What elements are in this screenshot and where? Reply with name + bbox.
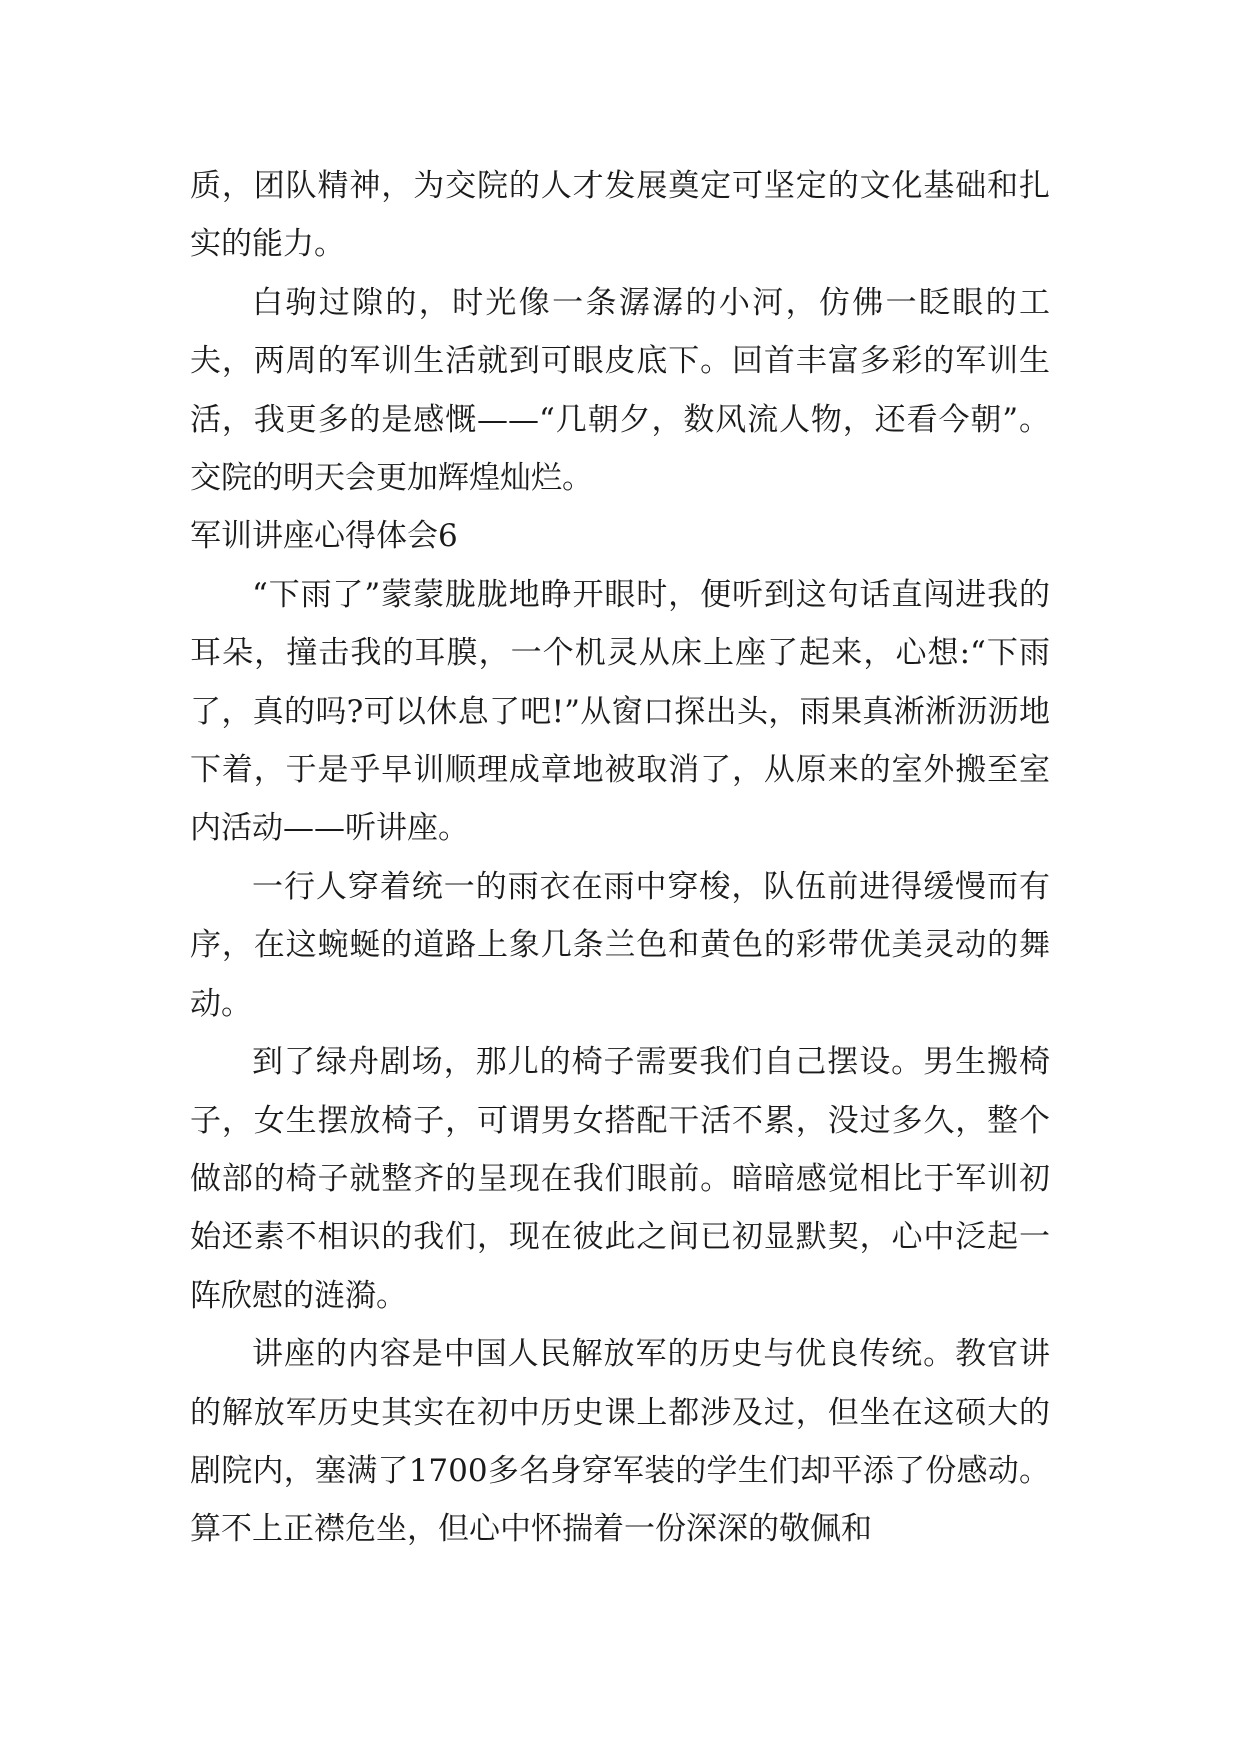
paragraph-time-reflection: 白驹过隙的，时光像一条潺潺的小河，仿佛一眨眼的工夫，两周的军训生活就到可眼皮底下。回首丰富多彩的军训生活，我更多的是感慨——“几朝夕，数风流人物，还看今朝”。交院的明天会更加辉煌灿烂。 — [190, 284, 1050, 497]
document-body — [190, 157, 1050, 1559]
section-heading: 军训讲座心得体会6 — [190, 518, 458, 555]
paragraph-theater-chairs: 到了绿舟剧场，那儿的椅子需要我们自己摆设。男生搬椅子，女生摆放椅子，可谓男女搭配干活不累，没过多久，整个做部的椅子就整齐的呈现在我们眼前。暗暗感觉相比于军训初始还素不相识的我们，现在彼此之间已初显默契，心中泛起一阵欣慰的涟漪。 — [190, 1044, 1050, 1314]
paragraph-raincoats: 一行人穿着统一的雨衣在雨中穿梭，队伍前进得缓慢而有序，在这蜿蜒的道路上象几条兰色和黄色的彩带优美灵动的舞动。 — [190, 868, 1050, 1022]
paragraph-lecture-content: 讲座的内容是中国人民解放军的历史与优良传统。教官讲的解放军历史其实在初中历史课上都涉及过，但坐在这硕大的剧院内，塞满了1700多名身穿军装的学生们却平添了份感动。算不上正襟危坐，但心中怀揣着一份深深的敬佩和 — [190, 1336, 1050, 1548]
paragraph-continuation: 质，团队精神，为交院的人才发展奠定可坚定的文化基础和扎实的能力。 — [190, 168, 1050, 263]
paragraph-rain: “下雨了”蒙蒙胧胧地睁开眼时，便听到这句话直闯进我的耳朵，撞击我的耳膜，一个机灵从床上座了起来，心想:“下雨了，真的吗?可以休息了吧!”从窗口探出头，雨果真淅淅沥沥地下着，于是乎早训顺理成章地被取消了，从原来的室外搬至室内活动——听讲座。 — [190, 576, 1050, 847]
